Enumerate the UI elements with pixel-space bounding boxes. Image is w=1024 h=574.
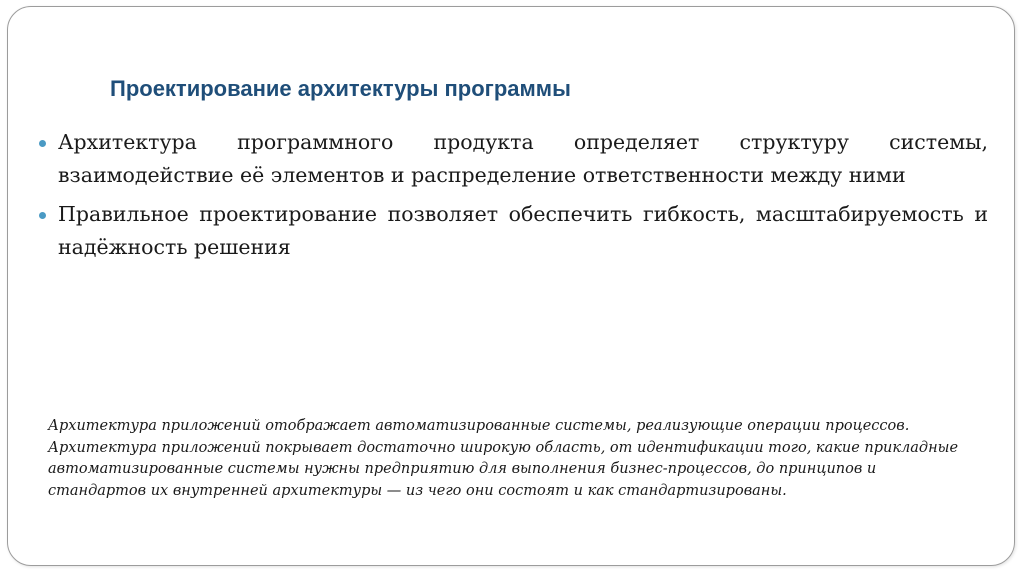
bullet-dot-icon bbox=[39, 140, 46, 147]
note-paragraph: Архитектура приложений покрывает достаточно широкую область, от идентификации того, какие прикладные автоматизированные системы нужны предприятию для выполнения бизнес-процессов, до принципов и стандартов их внутренней архитектуры — из чего они состоят и как стандартизированы. bbox=[48, 439, 959, 499]
bullet-text: Правильное проектирование позволяет обеспечить гибкость, масштабируемость и надёжность решения bbox=[58, 202, 988, 259]
note-block bbox=[48, 416, 963, 502]
slide-title: Проектирование архитектуры программы bbox=[110, 76, 571, 101]
bullet-text: Архитектура программного продукта определяет структуру системы, взаимодействие её элементов и распределение ответственности между ними bbox=[58, 130, 988, 187]
bullet-item bbox=[38, 126, 988, 192]
bullet-item bbox=[38, 198, 988, 264]
bullet-dot-icon bbox=[39, 212, 46, 219]
bullet-list bbox=[38, 126, 988, 270]
note-paragraph: Архитектура приложений отображает автоматизированные системы, реализующие операции процессов. bbox=[48, 418, 910, 434]
